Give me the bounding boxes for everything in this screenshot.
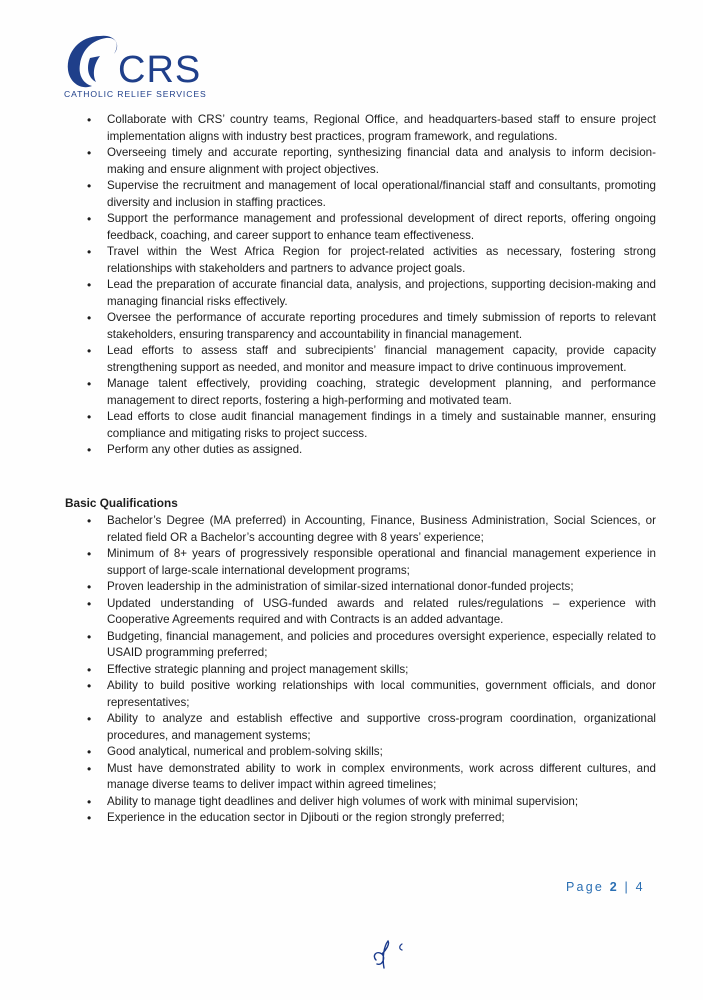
bullet-icon: • <box>87 629 92 644</box>
list-item-text: Experience in the education sector in Djibouti or the region strongly preferred; <box>107 811 505 824</box>
list-item <box>0 629 703 662</box>
list-item <box>0 810 703 827</box>
list-item-text: Proven leadership in the administration of similar-sized international donor-funded projects; <box>107 580 574 593</box>
list-item-text: Updated understanding of USG-funded awards and related rules/regulations – experience with Cooperative Agreements required and with Contracts is an added advantage. <box>107 596 656 626</box>
handwritten-initials-icon <box>368 938 418 972</box>
bullet-icon: • <box>87 311 92 325</box>
list-item <box>0 596 703 629</box>
section-heading-basic-qualifications: Basic Qualifications <box>65 496 178 510</box>
list-item-text: Must have demonstrated ability to work in complex environments, work across different cultures, and manage diverse teams to deliver impact within agreed timelines; <box>107 761 656 791</box>
bullet-icon: • <box>87 443 92 457</box>
list-item <box>0 678 703 711</box>
list-item <box>0 244 703 277</box>
list-item-text: Collaborate with CRS’ country teams, Regional Office, and headquarters-based staff to ensure project implementation aligns with industry best practices, program framework, and regulations. <box>107 113 656 143</box>
list-item <box>0 761 703 794</box>
list-item-text: Good analytical, numerical and problem-solving skills; <box>107 745 383 758</box>
list-item <box>0 794 703 811</box>
bullet-icon: • <box>87 278 92 292</box>
bullet-icon: • <box>87 580 92 594</box>
list-item <box>0 579 703 596</box>
page-separator: | <box>624 880 630 894</box>
list-item <box>0 145 703 178</box>
page-number <box>566 880 645 894</box>
bullet-icon: • <box>87 745 92 759</box>
bullet-icon: • <box>87 547 92 561</box>
bullet-icon: • <box>87 761 92 776</box>
responsibilities-list <box>0 112 703 459</box>
list-item-text: Perform any other duties as assigned. <box>107 443 303 456</box>
total-pages: 4 <box>635 880 645 894</box>
list-item <box>0 277 703 310</box>
list-item <box>0 112 703 145</box>
bullet-icon: • <box>87 811 92 825</box>
svg-text:CRS: CRS <box>118 49 202 91</box>
list-item-text: Overseeing timely and accurate reporting, synthesizing financial data and analysis to inform decision-making and ensure alignment with project objectives. <box>107 146 656 176</box>
bullet-icon: • <box>87 113 92 127</box>
list-item <box>0 376 703 409</box>
list-item-text: Lead efforts to close audit financial management findings in a timely and sustainable manner, ensuring compliance and mitigating risks to project success. <box>107 410 656 440</box>
list-item <box>0 211 703 244</box>
list-item-text: Ability to build positive working relationships with local communities, government officials, and donor representatives; <box>107 679 656 709</box>
bullet-icon: • <box>87 514 92 528</box>
list-item-text: Ability to analyze and establish effective and supportive cross-program coordination, organizational procedures, and management systems; <box>107 712 656 742</box>
list-item <box>0 409 703 442</box>
list-item-text: Manage talent effectively, providing coaching, strategic development planning, and performance management to direct reports, fostering a high-performing and motivated team. <box>107 377 656 407</box>
logo-tagline: CATHOLIC RELIEF SERVICES <box>64 89 207 99</box>
list-item-text: Ability to manage tight deadlines and deliver high volumes of work with minimal supervision; <box>107 794 579 808</box>
bullet-icon: • <box>87 212 92 226</box>
list-item-text: Travel within the West Africa Region for project-related activities as necessary, fostering strong relationships with stakeholders and partners to advance project goals. <box>107 245 656 275</box>
page-label: Page <box>566 880 604 894</box>
list-item <box>0 442 703 459</box>
list-item-text: Effective strategic planning and project management skills; <box>107 662 409 676</box>
list-item <box>0 178 703 211</box>
bullet-icon: • <box>87 245 92 259</box>
bullet-icon: • <box>87 662 92 677</box>
list-item-text: Supervise the recruitment and management of local operational/financial staff and consultants, promoting diversity and inclusion in staffing practices. <box>107 179 656 209</box>
list-item <box>0 310 703 343</box>
bullet-icon: • <box>87 596 92 611</box>
bullet-icon: • <box>87 146 92 160</box>
list-item <box>0 711 703 744</box>
list-item <box>0 343 703 376</box>
list-item-text: Oversee the performance of accurate reporting procedures and timely submission of reports to relevant stakeholders, ensuring transparency and accountability in financial management. <box>107 311 656 341</box>
bullet-icon: • <box>87 410 92 424</box>
list-item <box>0 662 703 679</box>
list-item <box>0 546 703 579</box>
bullet-icon: • <box>87 377 92 391</box>
current-page: 2 <box>609 880 619 894</box>
qualifications-list <box>0 513 703 827</box>
list-item-text: Lead the preparation of accurate financial data, analysis, and projections, supporting decision-making and managing financial risks effectively. <box>107 278 656 308</box>
bullet-icon: • <box>87 344 92 358</box>
bullet-icon: • <box>87 712 92 726</box>
list-item <box>0 744 703 761</box>
bullet-icon: • <box>87 794 92 809</box>
list-item-text: Bachelor’s Degree (MA preferred) in Accounting, Finance, Business Administration, Social Sciences, or related field OR a Bachelor’s accounting degree with 8 years’ experience; <box>107 514 656 544</box>
list-item-text: Minimum of 8+ years of progressively responsible operational and financial management experience in support of large-scale international development programs; <box>107 547 656 577</box>
bullet-icon: • <box>87 679 92 693</box>
list-item-text: Support the performance management and professional development of direct reports, offering ongoing feedback, coaching, and career support to enhance team effectiveness. <box>107 212 656 242</box>
list-item <box>0 513 703 546</box>
list-item-text: Budgeting, financial management, and policies and procedures oversight experience, especially related to USAID programming preferred; <box>107 629 656 659</box>
bullet-icon: • <box>87 179 92 193</box>
list-item-text: Lead efforts to assess staff and subrecipients’ financial management capacity, provide capacity strengthening support as needed, and monitor and measure impact to drive continuous improvement. <box>107 344 656 374</box>
